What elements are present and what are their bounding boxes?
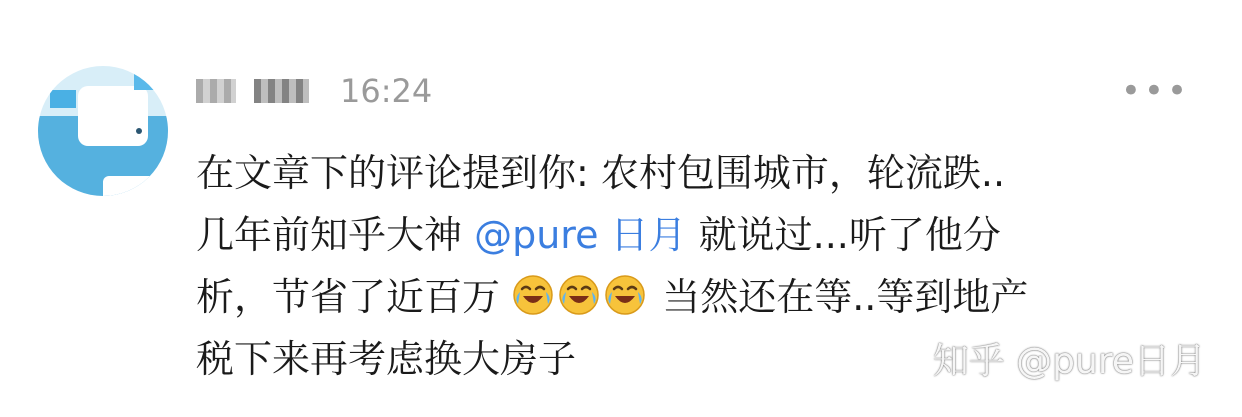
more-dots-icon[interactable]: ••• bbox=[1120, 71, 1190, 111]
zhihu-watermark: 知乎 @pure日月 bbox=[932, 341, 1206, 382]
comment-time: 16:24 bbox=[340, 72, 433, 110]
avatar-mosaic-block bbox=[134, 74, 162, 90]
avatar-mosaic-block bbox=[50, 90, 76, 108]
comment-text: 析，节省了近百万 bbox=[196, 275, 501, 319]
comment-text: 在文章下的评论提到你: 农村包围城市，轮流跌.. bbox=[196, 151, 1006, 195]
avatar-mosaic-block bbox=[103, 176, 163, 196]
avatar-mosaic-block bbox=[136, 128, 142, 134]
username-obscured[interactable] bbox=[196, 74, 309, 108]
rolling-on-floor-laughing-emoji-icon bbox=[604, 274, 646, 316]
comment-text: 几年前知乎大神 bbox=[196, 213, 475, 257]
comment-line bbox=[196, 142, 1186, 204]
rolling-on-floor-laughing-emoji-icon bbox=[512, 274, 554, 316]
mention-link[interactable]: @pure 日月 bbox=[474, 213, 687, 257]
avatar[interactable] bbox=[38, 66, 168, 196]
rolling-on-floor-laughing-emoji-icon bbox=[558, 274, 600, 316]
avatar-mosaic-block bbox=[78, 86, 148, 146]
username-mosaic bbox=[254, 79, 309, 103]
comment-line bbox=[196, 204, 1186, 266]
username-mosaic bbox=[196, 79, 236, 103]
comment-text: 就说过...听了他分 bbox=[686, 213, 1001, 257]
comment-text: 当然还在等..等到地产 bbox=[650, 275, 1029, 319]
comment-line bbox=[196, 266, 1186, 328]
comment-text: 税下来再考虑换大房子 bbox=[196, 337, 577, 381]
